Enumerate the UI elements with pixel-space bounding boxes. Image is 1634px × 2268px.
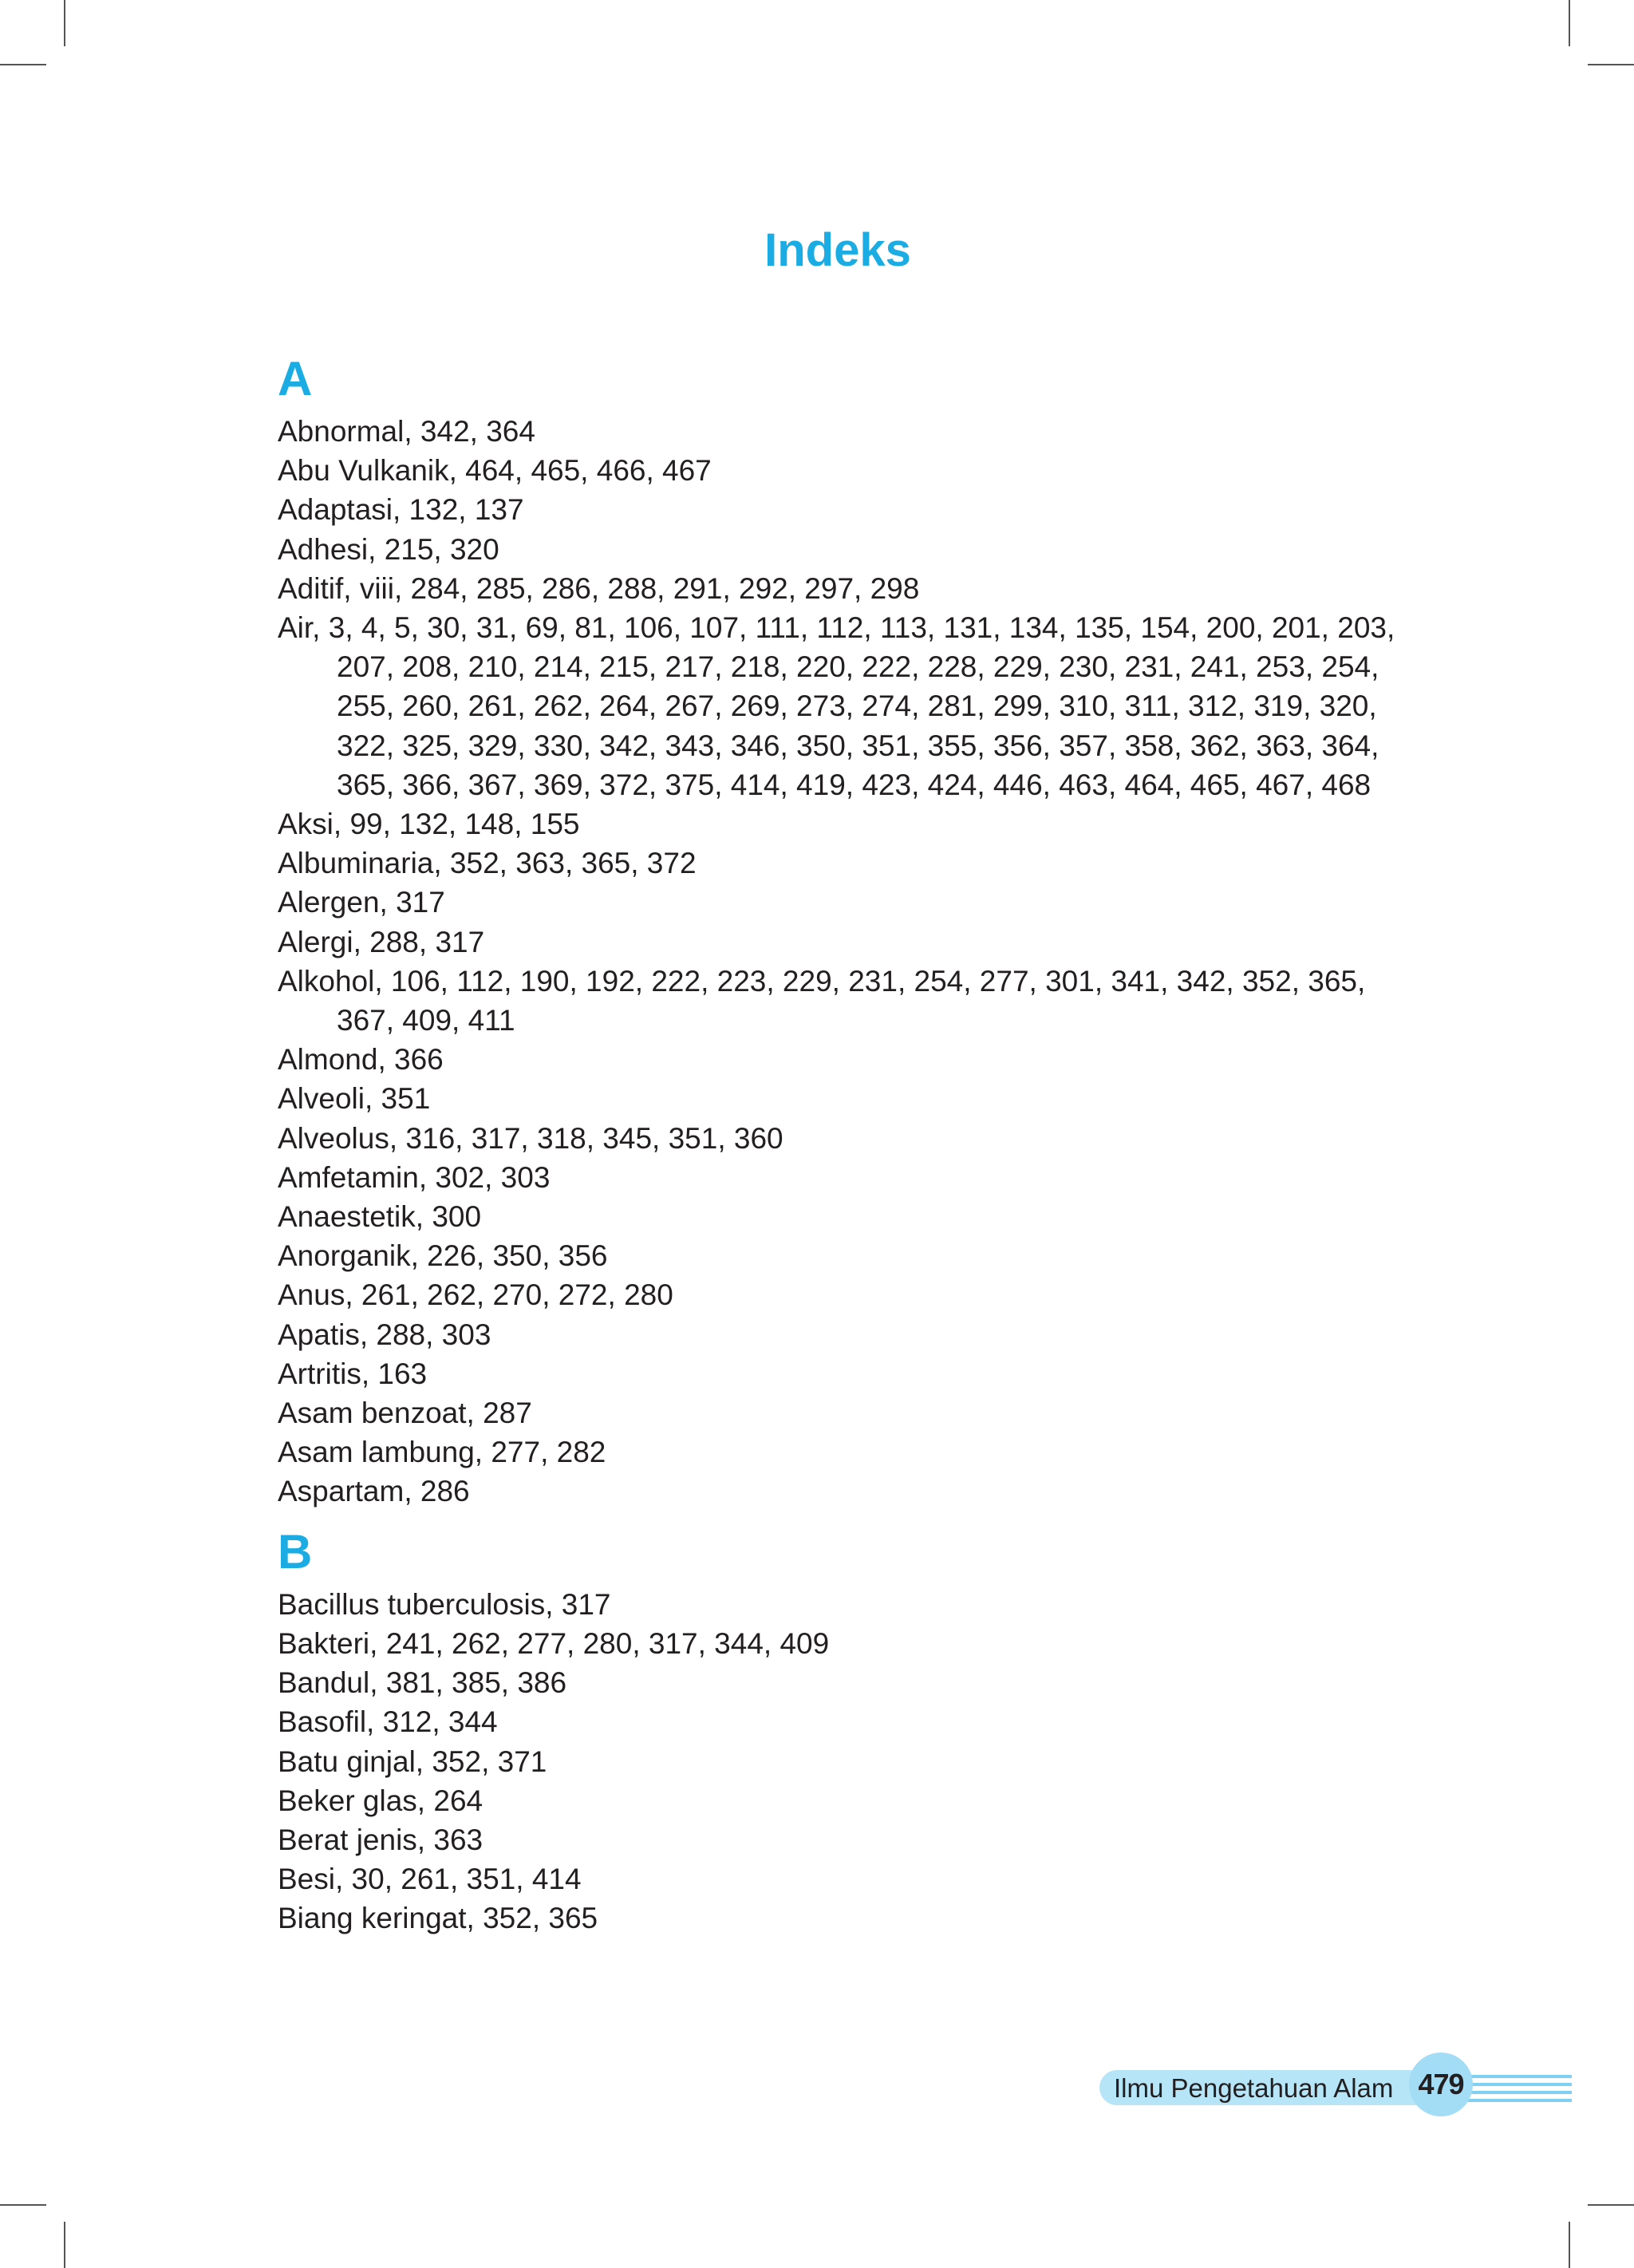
index-entry: Apatis, 288, 303 [278,1318,491,1351]
index-entry: Anus, 261, 262, 270, 272, 280 [278,1278,673,1312]
index-entry: Abnormal, 342, 364 [278,415,535,448]
index-entry: Artritis, 163 [278,1357,428,1390]
section-letter: B [278,1524,313,1579]
crop-mark [1588,2204,1634,2206]
index-entry: Alkohol, 106, 112, 190, 192, 222, 223, 229, 231, 254, 277, 301, 341, 342, 352, 365, 367, 409, 411 [278,964,1366,1037]
index-entry: Alveoli, 351 [278,1082,431,1116]
index-entry: Amfetamin, 302, 303 [278,1160,551,1194]
index-entry: Bakteri, 241, 262, 277, 280, 317, 344, 409 [278,1626,830,1660]
crop-mark [0,2204,46,2206]
index-entry: Bandul, 381, 385, 386 [278,1666,567,1700]
crop-mark [0,64,46,65]
index-entry: Abu Vulkanik, 464, 465, 466, 467 [278,454,712,488]
index-entry: Basofil, 312, 344 [278,1705,498,1739]
index-entry: Anorganik, 226, 350, 356 [278,1239,608,1273]
index-entry: Asam benzoat, 287 [278,1397,532,1430]
crop-mark [64,2222,65,2268]
index-entry: Alveolus, 316, 317, 318, 345, 351, 360 [278,1121,783,1155]
index-entry: Biang keringat, 352, 365 [278,1902,598,1935]
index-entry: Anaestetik, 300 [278,1200,482,1234]
index-entry: Asam lambung, 277, 282 [278,1436,606,1469]
page-footer [1099,2053,1572,2124]
crop-mark [1569,0,1570,46]
index-entry: Albuminaria, 352, 363, 365, 372 [278,847,697,880]
crop-mark [64,0,65,46]
index-entry: Bacillus tuberculosis, 317 [278,1587,611,1621]
index-entry: Batu ginjal, 352, 371 [278,1744,547,1778]
index-section-a [278,351,1411,1511]
crop-mark [1588,64,1634,65]
index-entry: Berat jenis, 363 [278,1823,483,1856]
book-title: Ilmu Pengetahuan Alam [1114,2073,1394,2103]
index-entries [278,1585,1411,1938]
index-entry: Almond, 366 [278,1043,444,1077]
index-entry: Aksi, 99, 132, 148, 155 [278,808,580,841]
index-entry: Besi, 30, 261, 351, 414 [278,1863,582,1896]
index-entry: Alergen, 317 [278,886,445,919]
crop-mark [1569,2222,1570,2268]
index-entry: Aspartam, 286 [278,1475,470,1508]
index-entry: Air, 3, 4, 5, 30, 31, 69, 81, 106, 107, 111, 112, 113, 131, 134, 135, 154, 200, 201, 203, 207, 208, 210, 214, 215, 217, 218, 220, 222, 228, 229, 230, 231, 241, 253, 254, 255, 260, 261, 262, 264, 267, 269, 273, 274, 281, 299, 310, 311, 312, 319, 320, 322, 325, 329, 330, 342, 343, 346, 350, 351, 355, 356, 357, 358, 362, 363, 364, 365, 366, 367, 369, 372, 375, 414, 419, 423, 424, 446, 463, 464, 465, 467, 468 [278,611,1395,801]
index-section-b [278,1524,1411,1938]
index-entry: Adaptasi, 132, 137 [278,493,524,527]
index-entry: Aditif, viii, 284, 285, 286, 288, 291, 292, 297, 298 [278,571,920,605]
index-entry: Beker glas, 264 [278,1784,483,1817]
index-entry: Alergi, 288, 317 [278,925,485,958]
index-content [278,351,1411,1938]
index-entries [278,412,1411,1511]
page-number: 479 [1418,2068,1464,2100]
page-title: Indeks [764,224,911,276]
index-entry: Adhesi, 215, 320 [278,532,499,566]
section-letter: A [278,352,313,405]
